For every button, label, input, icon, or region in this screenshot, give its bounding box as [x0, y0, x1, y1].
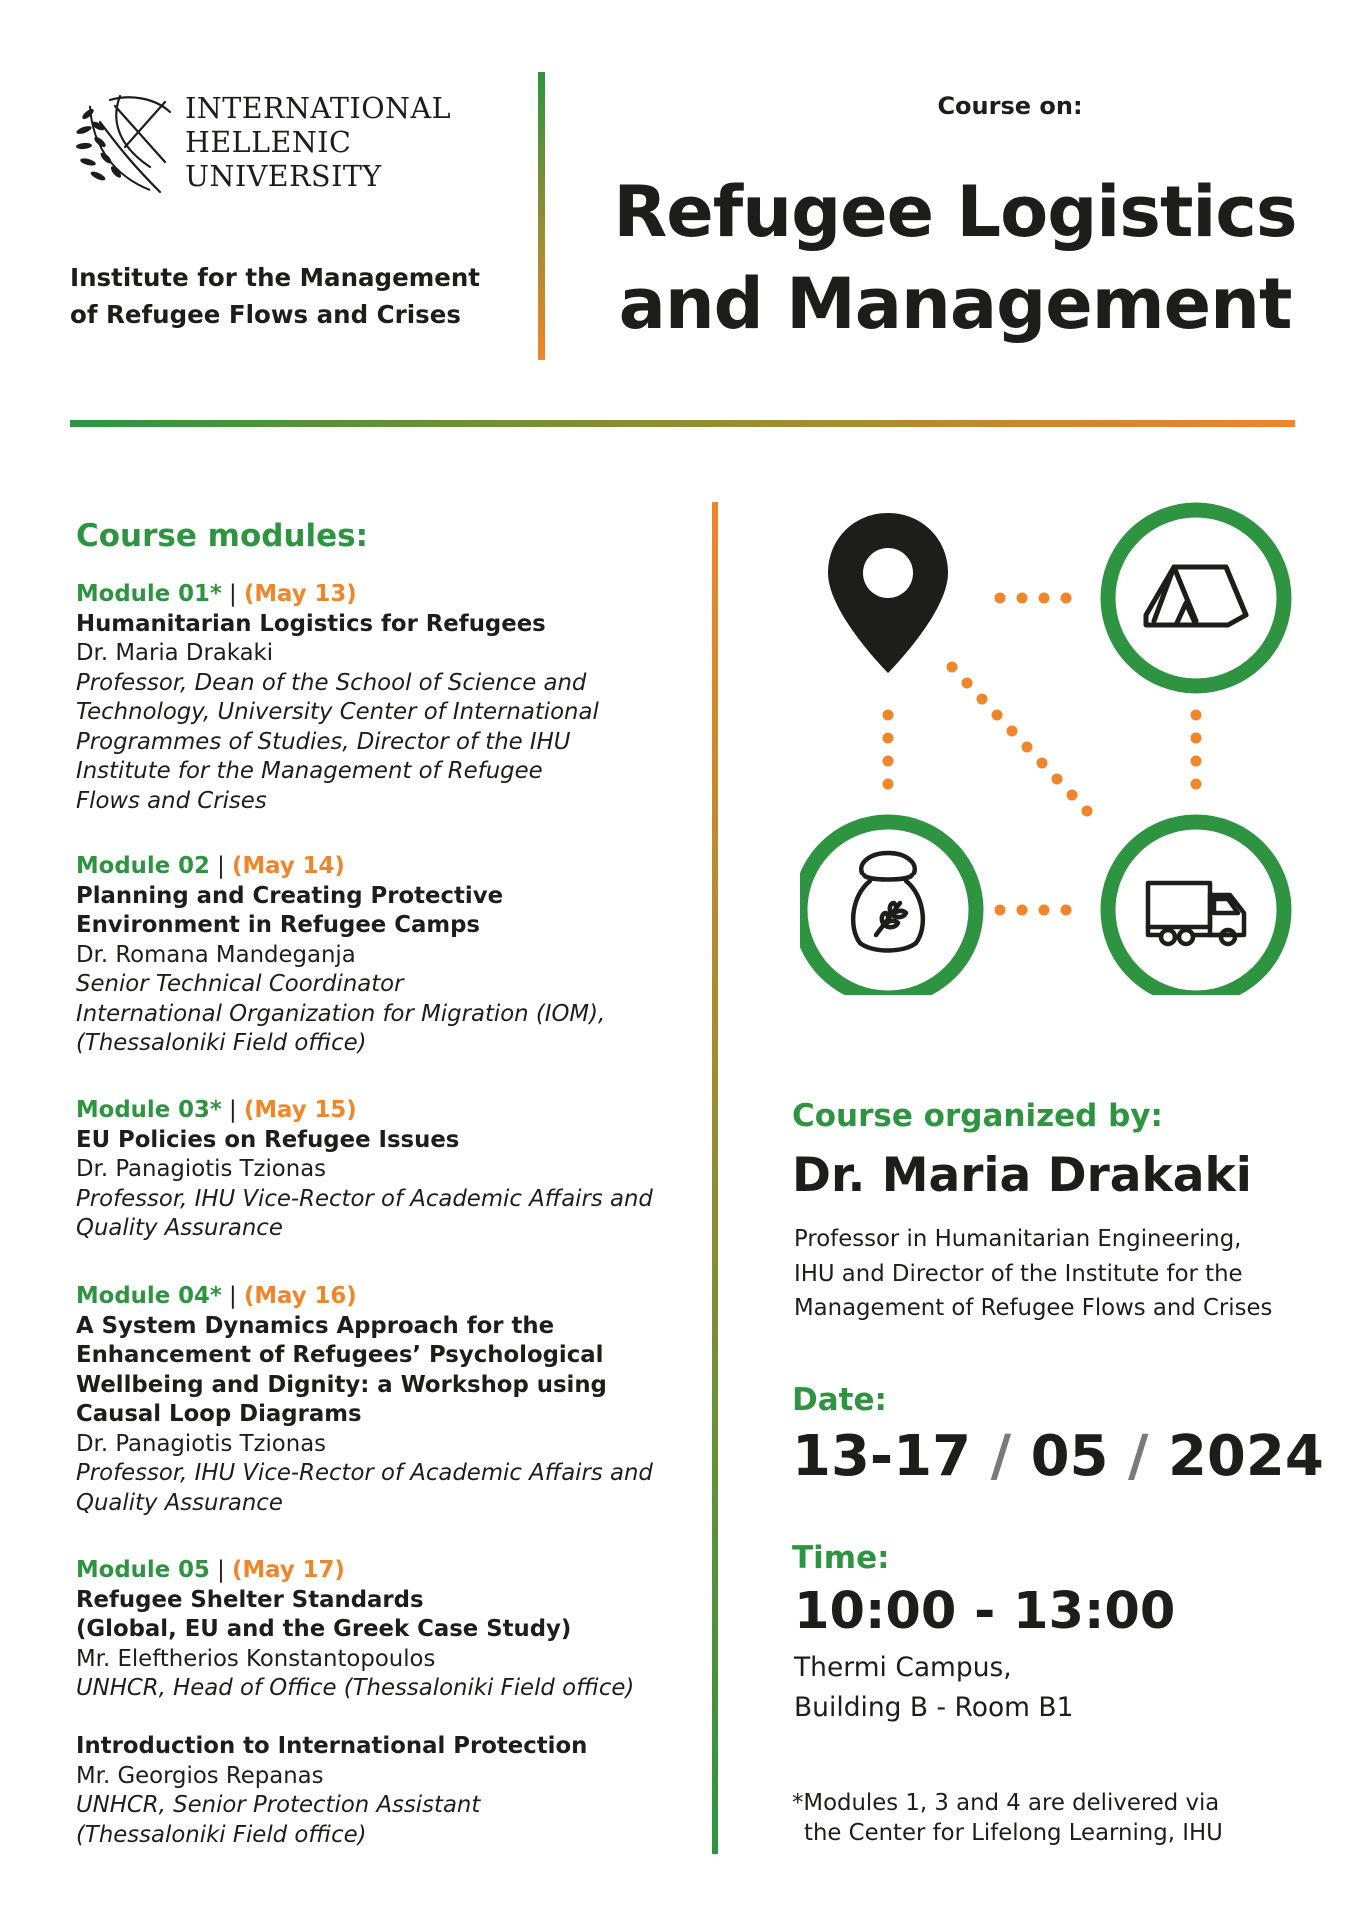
module-title: EU Policies on Refugee Issues: [76, 1126, 460, 1153]
organized-by-heading: Course organized by:: [792, 1098, 1163, 1134]
module-header: Module 04* | (May 16): [76, 1283, 357, 1309]
organizer-name: Dr. Maria Drakaki: [792, 1148, 1252, 1203]
time-value: 10:00 - 13:00: [794, 1582, 1176, 1641]
time-label: Time:: [792, 1540, 890, 1576]
module-header: Module 02 | (May 14): [76, 853, 345, 879]
module-speaker-role: Senior Technical Coordinator International Organization for Migration (IOM), (Thessaloniki Field office): [76, 971, 606, 1056]
university-name: INTERNATIONAL HELLENIC UNIVERSITY: [185, 92, 452, 193]
module-speaker: Dr. Panagiotis Tzionas: [76, 1430, 327, 1457]
module-title: Introduction to International Protection: [76, 1733, 588, 1759]
module-header: Module 01* | (May 13): [76, 581, 357, 607]
module-speaker: Mr. Georgios Repanas: [76, 1762, 324, 1789]
venue: Thermi Campus, Building B - Room B1: [794, 1652, 1074, 1723]
olive-wreath-logo-icon: [70, 92, 180, 202]
module-01: [76, 580, 716, 816]
module-speaker: Dr. Romana Mandeganja: [76, 941, 356, 968]
module-05: [76, 1556, 716, 1704]
date-label: Date:: [792, 1382, 887, 1418]
module-speaker-role: Professor, IHU Vice-Rector of Academic Affairs and Quality Assurance: [76, 1460, 653, 1516]
module-speaker-role: UNHCR, Head of Office (Thessaloniki Field office): [76, 1675, 635, 1701]
module-header: Module 05 | (May 17): [76, 1557, 345, 1583]
course-on-label: Course on:: [937, 92, 1083, 120]
module-header: Module 03* | (May 15): [76, 1097, 357, 1123]
module-speaker: Dr. Maria Drakaki: [76, 640, 274, 666]
university-logo: [70, 92, 470, 202]
module-03: [76, 1096, 716, 1244]
module-speaker-role: UNHCR, Senior Protection Assistant (Thessaloniki Field office): [76, 1792, 481, 1848]
truck-icon: [1108, 822, 1284, 995]
module-speaker: Dr. Panagiotis Tzionas: [76, 1156, 327, 1182]
tent-icon: [1108, 510, 1284, 686]
footnote: *Modules 1, 3 and 4 are delivered via the Center for Lifelong Learning, IHU: [792, 1790, 1223, 1846]
logistics-network-diagram: [800, 495, 1300, 995]
food-sack-icon: [800, 822, 976, 995]
module-speaker-role: Professor, IHU Vice-Rector of Academic Affairs and Quality Assurance: [76, 1185, 653, 1241]
date-value: 13-17 / 05 / 2024: [792, 1424, 1324, 1489]
module-title: Planning and Creating Protective Environment in Refugee Camps: [76, 882, 504, 938]
module-speaker: Mr. Eleftherios Konstantopoulos: [76, 1645, 436, 1672]
module-speaker-role: Professor, Dean of the School of Science and Technology, University Center of International Programmes of Studies, Director of the IHU Institute for the Management of Refugee Flows and Crises: [76, 669, 599, 814]
module-title: Refugee Shelter Standards (Global, EU and the Greek Case Study): [76, 1586, 572, 1642]
header-vertical-divider: [538, 72, 545, 360]
column-vertical-divider: [712, 502, 718, 1854]
organizer-description: Professor in Humanitarian Engineering, IHU and Director of the Institute for the Management of Refugee Flows and Crises: [794, 1226, 1273, 1321]
institute-name: Institute for the Management of Refugee Flows and Crises: [70, 263, 481, 329]
module-02: [76, 852, 716, 1059]
module-04: [76, 1282, 716, 1518]
horizontal-divider: [70, 420, 1295, 427]
modules-heading: Course modules:: [76, 518, 369, 554]
module-title: A System Dynamics Approach for the Enhancement of Refugees’ Psychological Wellbeing and Dignity: a Workshop using Causal Loop Diagrams: [76, 1312, 607, 1427]
module-title: Humanitarian Logistics for Refugees: [76, 610, 546, 637]
course-title: Refugee Logistics and Management: [613, 171, 1297, 345]
module-intro-protection: [76, 1732, 716, 1850]
location-pin-icon: [828, 513, 948, 673]
